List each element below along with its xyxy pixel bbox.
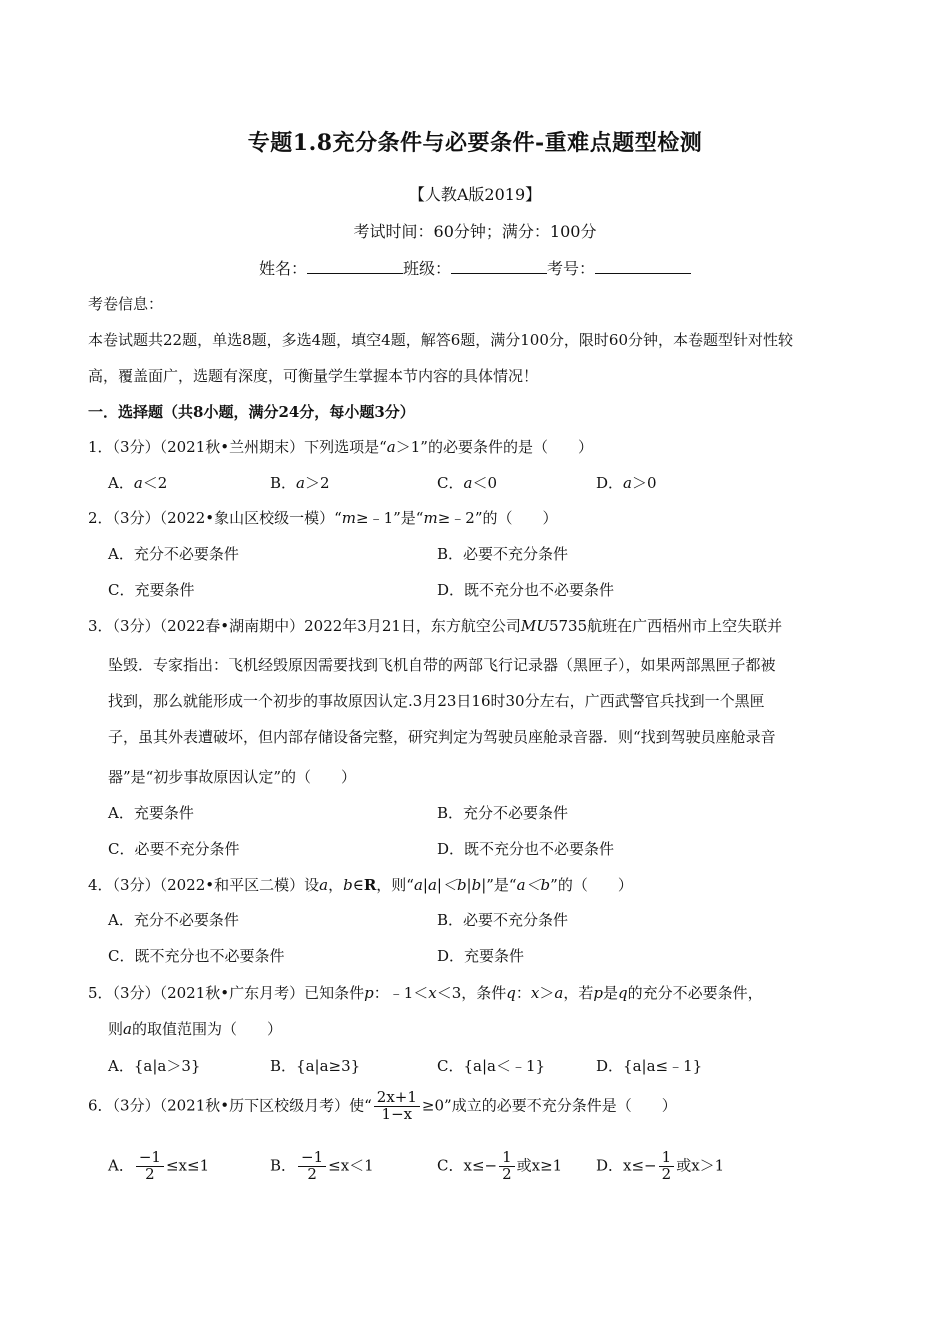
q5-cond-b: ＜3，条件 [436,984,507,1002]
q4-is: ”是“ [486,876,517,894]
name-label: 姓名： [258,259,307,278]
intro-line-2: 高，覆盖面广，选题有深度，可衡量学生掌握本节内容的具体情况！ [88,367,539,385]
q4-var-a: a [319,876,329,894]
q5-line2-pre: 则 [108,1020,124,1038]
name-blank[interactable] [307,259,403,274]
q4-option-d[interactable]: D．充要条件 [437,947,525,965]
q2-var1: m [341,509,357,527]
q6-option-d[interactable] [596,1150,724,1183]
q5-line2-post: 的取值范围为（ ） [131,1020,282,1038]
q1-option-b-var: a [296,474,305,492]
q6-option-a-num: −1 [136,1150,164,1167]
id-blank[interactable] [595,259,691,274]
q6-option-c[interactable] [437,1150,562,1183]
q4-var-b: b [343,876,353,894]
q6-option-b-label: B． [270,1156,297,1175]
q1-option-d-label: D． [596,474,624,492]
q6-option-c-post: 或x≥1 [516,1156,563,1175]
q2-option-a[interactable]: A．充分不必要条件 [108,545,239,563]
q1-option-c-label: C． [437,474,464,492]
q4-then: ，则“ [376,876,414,894]
q6-option-c-fraction [499,1150,515,1183]
q3-option-a[interactable]: A．充要条件 [108,804,194,822]
q5-text-post: 的充分不必要条件， [627,984,763,1002]
q1-option-a-label: A． [108,474,134,492]
question-5-line-2 [108,1018,282,1039]
q6-option-b[interactable] [270,1150,374,1183]
q5-option-a[interactable]: A．{a|a＞3} [108,1057,201,1075]
q4-option-b[interactable]: B．必要不充分条件 [437,911,569,929]
q6-text-pre: 6．（3分）（2021秋•历下区校级月考）使“ [88,1096,372,1115]
section-heading: 一．选择题（共8小题，满分24分，每小题3分） [88,403,415,421]
page-title: 专题1.8充分条件与必要条件-重难点题型检测 [247,130,703,156]
q4-comma: ， [328,876,344,894]
q5-q: q [506,984,516,1002]
q4-text-pre: 4．（3分）（2022•和平区二模）设 [88,876,320,894]
q5-is: 是 [602,984,618,1002]
q5-if: ，若 [563,984,594,1002]
q5-cond-a: ：﹣1＜ [373,984,429,1002]
question-3-line-3: 找到，那么就能形成一个初步的事故原因认定.3月23日16时30分左右，广西武警官兵找到一个黑匣 [108,692,765,710]
q4-set-r: R [363,876,377,894]
q2-option-b[interactable]: B．必要不充分条件 [437,545,569,563]
q6-option-d-den: 2 [661,1164,672,1183]
q6-option-b-post: ≤x＜1 [328,1156,374,1175]
q4-text-post: ”的（ ） [550,876,633,894]
q4-option-a[interactable]: A．充分不必要条件 [108,911,239,929]
q5-a2: a [123,1020,132,1038]
q6-option-a-label: A． [108,1156,134,1175]
q6-frac-num: 2x+1 [374,1090,420,1107]
question-5-line-1 [88,982,763,1003]
q6-frac-den: 1−x [381,1104,413,1123]
q5-q2: q [618,984,628,1002]
q6-option-d-fraction [659,1150,675,1183]
q5-option-d[interactable]: D．{a|a≤﹣1} [596,1057,703,1075]
q5-colon: ： [515,984,531,1002]
edition-label: 【人教A版2019】 [408,185,542,204]
q1-option-b[interactable] [270,472,330,493]
q5-option-c[interactable]: C．{a|a＜﹣1} [437,1057,546,1075]
q6-option-c-num: 1 [499,1150,515,1167]
question-3-line-2: 坠毁．专家指出：飞机经毁原因需要找到飞机自带的两部飞行记录器（黑匣子），如果两部黑匣子都被 [108,656,776,674]
q1-option-c[interactable] [437,472,497,493]
q1-option-b-text: ＞2 [304,474,330,492]
q1-option-d-text: ＞0 [631,474,657,492]
id-label: 考号： [547,259,596,278]
q4-expr1: a|a|＜b|b| [413,876,487,894]
q1-option-c-var: a [463,474,473,492]
q2-text-mid: ≥﹣1”是“ [356,509,424,527]
intro-heading: 考卷信息： [88,295,164,313]
q6-option-d-label: D． [596,1156,624,1175]
q1-option-c-text: ＜0 [472,474,497,492]
intro-line-1: 本卷试题共22题，单选8题，多选4题，填空4题，解答6题，满分100分，限时60分钟，本卷题型针对性较 [88,331,793,349]
q3-text-post: 5735航班在广西梧州市上空失联并 [548,617,783,635]
question-6 [88,1090,677,1123]
q5-option-b[interactable]: B．{a|a≥3} [270,1057,361,1075]
q1-text-pre: 1．（3分）（2021秋•兰州期末）下列选项是“ [88,438,387,456]
q6-option-a[interactable] [108,1150,209,1183]
q6-option-a-post: ≤x≤1 [165,1156,210,1175]
q3-text-pre: 3．（3分）（2022春•湖南期中）2022年3月21日，东方航空公司 [88,617,521,635]
q2-option-c[interactable]: C．充要条件 [108,581,195,599]
q6-option-d-pre: x≤− [623,1156,657,1175]
q5-x2: x [530,984,540,1002]
q5-p: p [364,984,374,1002]
q3-option-c[interactable]: C．必要不充分条件 [108,840,240,858]
q2-var2: m [423,509,438,527]
q6-option-c-pre: x≤− [463,1156,498,1175]
class-label: 班级： [402,259,451,278]
q1-option-a-text: ＜2 [142,474,168,492]
question-2 [88,507,557,528]
q6-text-post: ”成立的必要不充分条件是（ ） [444,1096,677,1115]
question-3-line-1 [88,615,782,636]
q4-expr2: a＜b [516,876,551,894]
q1-option-a-var: a [133,474,143,492]
q5-text-pre: 5．（3分）（2021秋•广东月考）已知条件 [88,984,365,1002]
q2-text-pre: 2．（3分）（2022•象山区校级一模）“ [88,509,342,527]
q6-fraction [374,1090,420,1123]
q6-option-b-fraction [298,1150,326,1183]
q1-option-d-var: a [623,474,632,492]
q5-x1: x [428,984,437,1002]
q4-option-c[interactable]: C．既不充分也不必要条件 [108,947,285,965]
q6-option-d-num: 1 [659,1150,675,1167]
q1-option-d[interactable] [596,472,657,493]
q1-var: a [386,438,396,456]
q3-option-d[interactable]: D．既不充分也不必要条件 [437,840,615,858]
q4-in: ∈ [352,876,364,894]
q2-text-post: ≥﹣2”的（ ） [437,509,558,527]
q2-option-d[interactable]: D．既不充分也不必要条件 [437,581,615,599]
class-blank[interactable] [451,259,547,274]
q3-var: MU [520,617,549,635]
q6-option-c-den: 2 [502,1164,512,1183]
question-1 [88,436,593,457]
question-3-line-5: 器”是“初步事故原因认定”的（ ） [108,768,357,786]
q1-option-b-label: B． [270,474,297,492]
q6-option-a-fraction [136,1150,164,1183]
q3-option-b[interactable]: B．充分不必要条件 [437,804,569,822]
q6-option-c-label: C． [437,1156,464,1175]
q5-p2: p [593,984,603,1002]
q6-option-d-post: 或x＞1 [676,1156,725,1175]
q1-text-post: ＞1”的必要条件的是（ ） [395,438,593,456]
q5-gt: ＞ [539,984,555,1002]
student-fields [0,256,950,279]
question-4 [88,874,633,895]
q6-option-b-den: 2 [307,1164,317,1183]
q6-option-a-den: 2 [145,1164,155,1183]
q6-option-b-num: −1 [298,1150,326,1167]
question-3-line-4: 子，虽其外表遭破坏，但内部存储设备完整，研究判定为驾驶员座舱录音器．则“找到驾驶员座舱录音 [108,728,776,746]
q6-ge0: ≥0 [421,1096,445,1115]
q5-a1: a [554,984,564,1002]
exam-info: 考试时间：60分钟；满分：100分 [353,222,597,241]
q1-option-a[interactable] [108,472,167,493]
